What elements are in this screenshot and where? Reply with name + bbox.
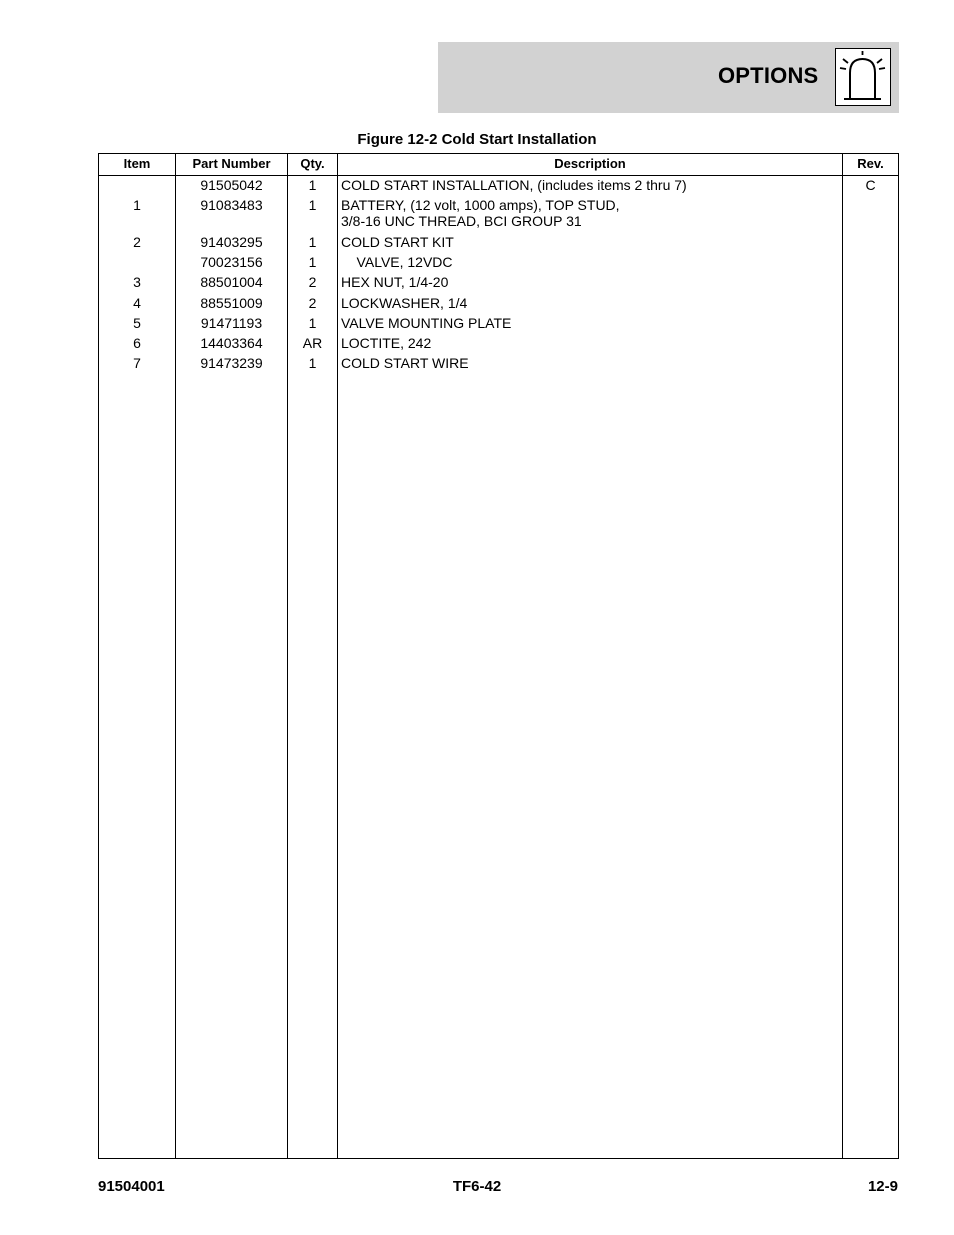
part-number-cell: 91473239 [200,355,263,371]
part-number-cell: 91471193 [200,315,263,331]
part-number-cell: 91083483 [200,197,263,213]
header-divider [99,175,898,176]
part-number-cell: 91403295 [200,234,263,250]
item-cell: 1 [133,197,141,213]
item-cell: 4 [133,295,141,311]
description-cell: COLD START WIRE [341,355,469,371]
model-number: TF6-42 [452,1178,502,1195]
qty-cell: 1 [308,177,317,193]
column-header-description: Description [554,156,626,171]
description-cell: LOCTITE, 242 [341,335,432,351]
qty-cell: 1 [308,197,317,213]
column-header-item: Item [123,156,151,171]
column-header-qty: Qty. [300,156,325,171]
rev-cell: C [865,177,876,193]
description-cell: VALVE MOUNTING PLATE [341,315,512,331]
part-number-cell: 70023156 [200,254,263,270]
description-cell-line-2: 3/8-16 UNC THREAD, BCI GROUP 31 [341,213,582,229]
qty-cell: 2 [308,274,317,290]
item-cell: 5 [133,315,141,331]
description-cell: BATTERY, (12 volt, 1000 amps), TOP STUD, [341,197,620,213]
beacon-light-icon [835,48,891,106]
qty-cell: 2 [308,295,317,311]
qty-cell: AR [302,335,323,351]
description-cell: LOCKWASHER, 1/4 [341,295,468,311]
qty-cell: 1 [308,234,317,250]
item-cell: 6 [133,335,141,351]
page-number: 12-9 [867,1178,898,1195]
description-cell: COLD START INSTALLATION, (includes items 2 thru 7) [341,177,687,193]
column-divider [842,154,843,1158]
qty-cell: 1 [308,355,317,371]
description-cell: VALVE, 12VDC [341,254,453,270]
item-cell: 3 [133,274,141,290]
part-number-cell: 88501004 [200,274,263,290]
item-cell: 2 [133,234,141,250]
part-number-cell: 88551009 [200,295,263,311]
part-number-cell: 91505042 [200,177,263,193]
section-title: OPTIONS [718,63,819,88]
parts-table [98,153,899,1159]
qty-cell: 1 [308,254,317,270]
description-cell: COLD START KIT [341,234,454,250]
qty-cell: 1 [308,315,317,331]
figure-title: Figure 12-2 Cold Start Installation [357,131,597,148]
section-header-band [438,42,899,113]
document-number: 91504001 [98,1178,165,1195]
column-divider [337,154,338,1158]
column-header-part-number: Part Number [192,156,271,171]
part-number-cell: 14403364 [200,335,263,351]
item-cell: 7 [133,355,141,371]
description-cell: HEX NUT, 1/4-20 [341,274,449,290]
column-header-rev: Rev. [857,156,884,171]
